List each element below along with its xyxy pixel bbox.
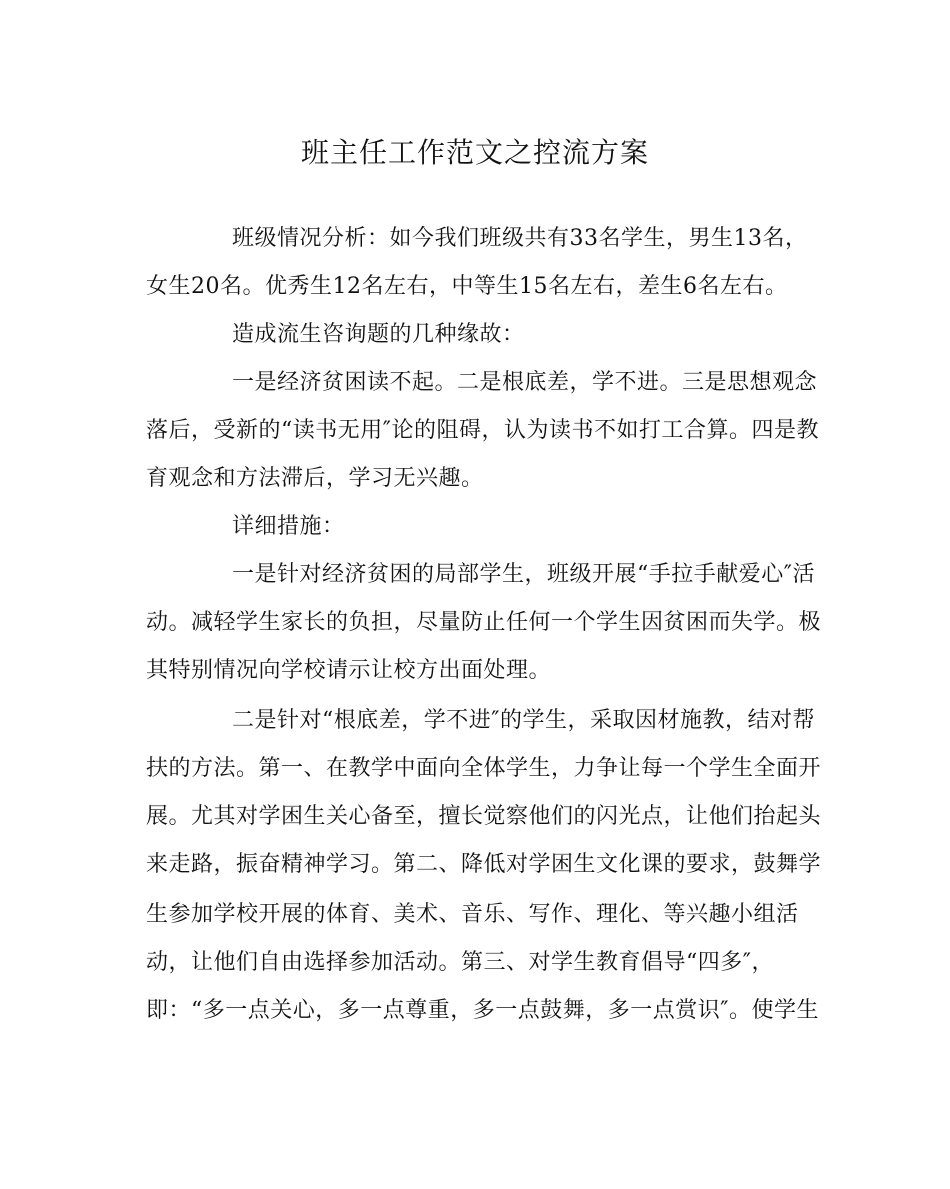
paragraph-line: 班级情况分析：如今我们班级共有33名学生，男生13名， [232, 226, 808, 251]
paragraph-line: 详细措施： [232, 514, 345, 539]
paragraph-line: 女生20名。优秀生12名左右，中等生15名左右，差生6名左右。 [146, 274, 788, 299]
document-title: 班主任工作范文之控流方案 [300, 136, 649, 169]
paragraph-line: 一是经济贫困读不起。二是根底差，学不进。三是思想观念 [232, 370, 818, 395]
paragraph-line: 落后，受新的“读书无用″论的阻碍，认为读书不如打工合算。四是教 [146, 418, 819, 443]
paragraph-line: 扶的方法。第一、在教学中面向全体学生，力争让每一个学生全面开 [146, 756, 822, 781]
paragraph-line: 即：“多一点关心，多一点尊重，多一点鼓舞，多一点赏识″。使学生 [146, 998, 819, 1023]
paragraph-line: 生参加学校开展的体育、美术、音乐、写作、理化、等兴趣小组活 [146, 902, 799, 927]
paragraph-line: 动，让他们自由选择参加活动。第三、对学生教育倡导“四多″， [146, 950, 774, 975]
paragraph-line: 二是针对“根底差，学不进″的学生，采取因材施教，结对帮 [232, 708, 815, 733]
paragraph-line: 来走路，振奋精神学习。第二、降低对学困生文化课的要求，鼓舞学 [146, 852, 822, 877]
paragraph-line: 造成流生咨询题的几种缘故： [232, 322, 525, 347]
paragraph-line: 展。尤其对学困生关心备至，擅长觉察他们的闪光点，让他们抬起头 [146, 804, 822, 829]
paragraph-line: 动。减轻学生家长的负担，尽量防止任何一个学生因贫困而失学。极 [146, 610, 822, 635]
paragraph-line: 一是针对经济贫困的局部学生，班级开展“手拉手献爱心″活 [232, 562, 815, 587]
paragraph-line: 其特别情况向学校请示让校方出面处理。 [146, 658, 552, 683]
paragraph-line: 育观念和方法滞后，学习无兴趣。 [146, 466, 484, 491]
